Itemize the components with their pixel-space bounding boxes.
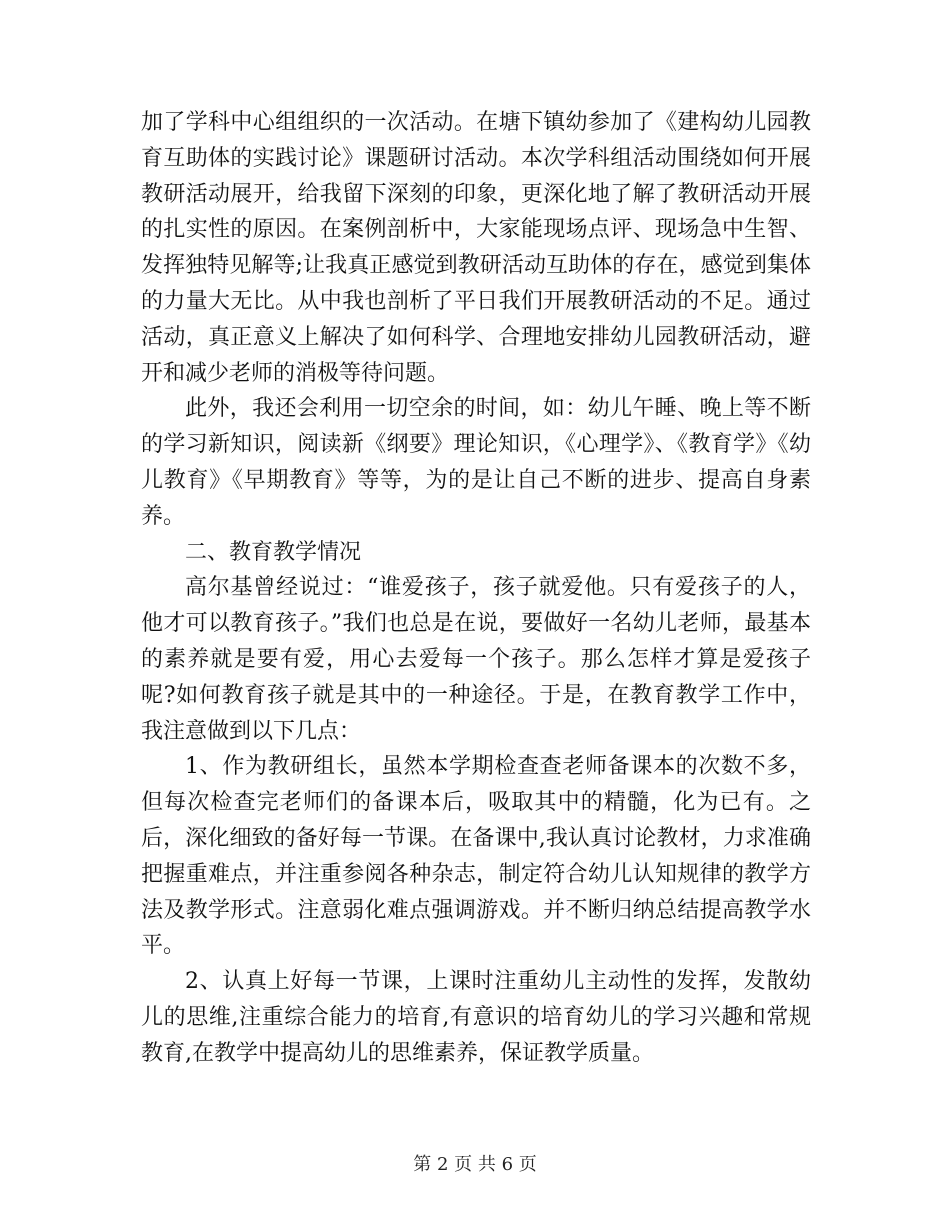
page-number-footer: 第 2 页 共 6 页 <box>413 1154 537 1175</box>
document-body <box>141 105 811 1072</box>
section-heading-teaching: 二、教育教学情况 <box>185 539 362 565</box>
paragraph-point-1: 1、作为教研组长，虽然本学期检查查老师备课本的次数不多，但每次检查完老师们的备课本后，吸取其中的精髓，化为已有。之后，深化细致的备好每一节课。在备课中,我认真讨论教材，力求准确把握重难点，并注重参阅各种杂志，制定符合幼儿认知规律的教学方法及教学形式。注意弱化难点强调游戏。并不断归纳总结提高教学水平。 <box>141 754 811 959</box>
paragraph-point-2: 2、认真上好每一节课，上课时注重幼儿主动性的发挥，发散幼儿的思维,注重综合能力的培育,有意识的培育幼儿的学习兴趣和常规教育,在教学中提高幼儿的思维素养，保证教学质量。 <box>141 969 811 1066</box>
paragraph-activity: 加了学科中心组组织的一次活动。在塘下镇幼参加了《建构幼儿园教育互助体的实践讨论》课题研讨活动。本次学科组活动围绕如何开展教研活动展开，给我留下深刻的印象，更深化地了解了教研活动开展的扎实性的原因。在案例剖析中，大家能现场点评、现场急中生智、发挥独特见解等;让我真正感觉到教研活动互助体的存在，感觉到集体的力量大无比。从中我也剖析了平日我们开展教研活动的不足。通过活动，真正意义上解决了如何科学、合理地安排幼儿园教研活动，避开和减少老师的消极等待问题。 <box>141 110 811 386</box>
paragraph-self-study: 此外，我还会利用一切空余的时间，如：幼儿午睡、晚上等不断的学习新知识，阅读新《纲要》理论知识，《心理学》、《教育学》《幼儿教育》《早期教育》等等，为的是让自己不断的进步、提高自身素养。 <box>141 396 811 529</box>
paragraph-gorky-quote: 高尔基曾经说过：“谁爱孩子，孩子就爱他。只有爱孩子的人，他才可以教育孩子。”我们也总是在说，要做好一名幼儿老师，最基本的素养就是要有爱，用心去爱每一个孩子。那么怎样才算是爱孩子呢?如何教育孩子就是其中的一种途径。于是，在教育教学工作中，我注意做到以下几点： <box>141 575 811 744</box>
